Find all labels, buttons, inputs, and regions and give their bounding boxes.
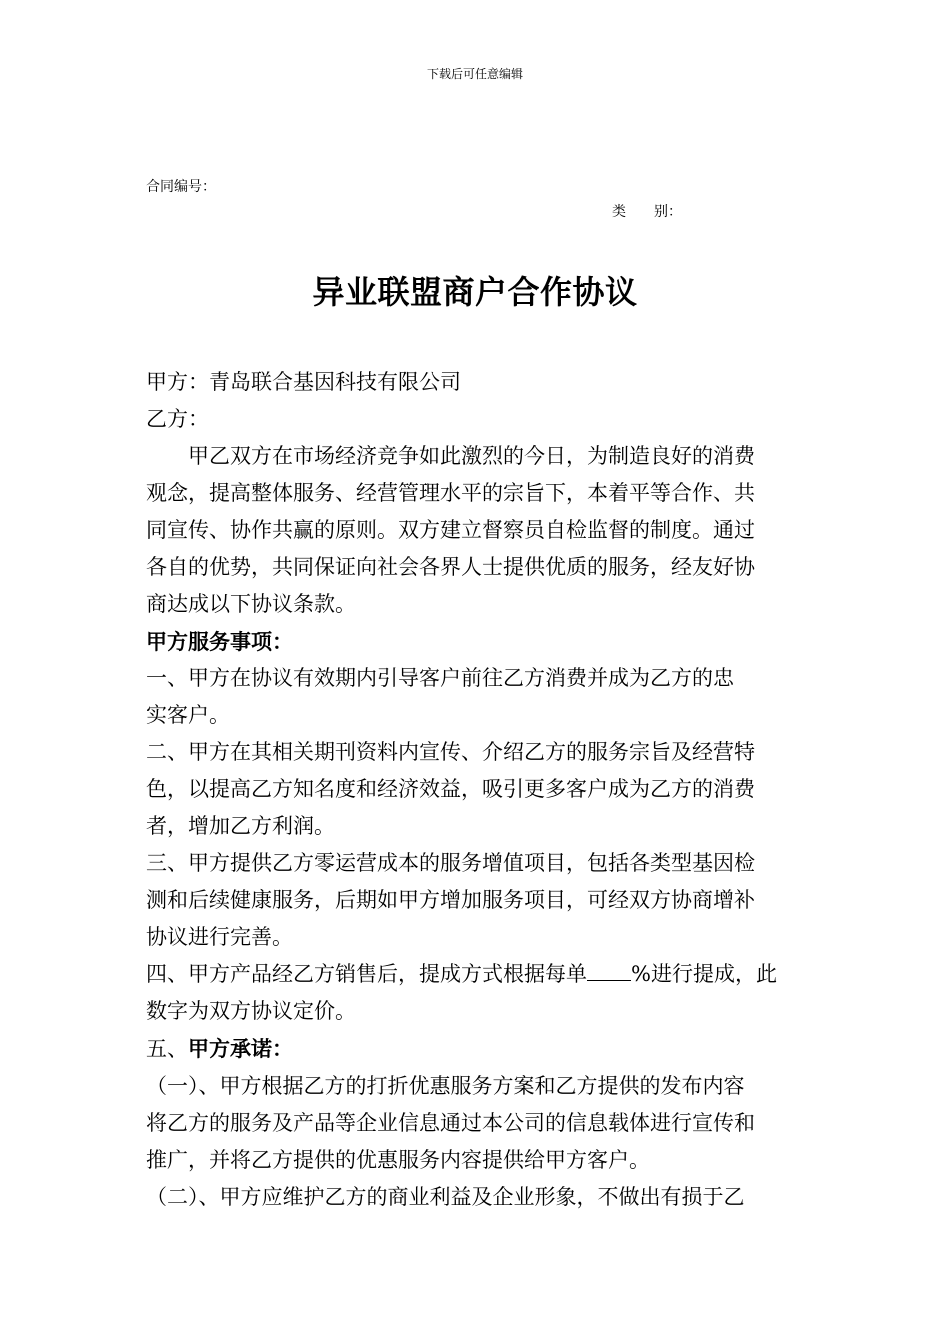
sub-item-1-line: 推广，并将乙方提供的优惠服务内容提供给甲方客户。	[146, 1148, 650, 1172]
item-4-suffix: %进行提成，此	[631, 962, 777, 986]
item-4-line: 数字为双方协议定价。	[146, 999, 356, 1023]
document-body	[146, 364, 811, 1216]
party-b: 乙方：	[146, 407, 209, 431]
item-3-line: 测和后续健康服务，后期如甲方增加服务项目，可经双方协商增补	[146, 888, 755, 912]
intro-line: 甲乙双方在市场经济竞争如此激烈的今日，为制造良好的消费	[188, 444, 755, 468]
item-1-line: 一、甲方在协议有效期内引导客户前往乙方消费并成为乙方的忠	[146, 666, 734, 690]
category-label: 类 别：	[612, 204, 682, 220]
contract-number-label: 合同编号：	[146, 179, 216, 195]
section-a-heading: 甲方服务事项：	[146, 629, 293, 654]
item-5-line	[146, 1030, 811, 1068]
item-3-line: 协议进行完善。	[146, 925, 293, 949]
percentage-blank	[587, 964, 631, 981]
sub-item-1-line: （一）、甲方根据乙方的打折优惠服务方案和乙方提供的发布内容	[146, 1074, 745, 1098]
item-2-line: 者，增加乙方利润。	[146, 814, 335, 838]
item-2-line: 二、甲方在其相关期刊资料内宣传、介绍乙方的服务宗旨及经营特	[146, 740, 755, 764]
intro-line: 观念，提高整体服务、经营管理水平的宗旨下，本着平等合作、共	[146, 481, 755, 505]
intro-line: 商达成以下协议条款。	[146, 592, 356, 616]
item-1-line: 实客户。	[146, 703, 230, 727]
item-4-line	[146, 956, 811, 993]
intro-line: 各自的优势，共同保证向社会各界人士提供优质的服务，经友好协	[146, 555, 755, 579]
header-note: 下载后可任意编辑	[426, 67, 523, 81]
sub-item-2-line: （二）、甲方应维护乙方的商业利益及企业形象，不做出有损于乙	[146, 1185, 745, 1209]
item-5-heading: 甲方承诺：	[188, 1036, 293, 1061]
item-5-prefix: 五、	[146, 1037, 188, 1061]
item-3-line: 三、甲方提供乙方零运营成本的服务增值项目，包括各类型基因检	[146, 851, 755, 875]
sub-item-1-line: 将乙方的服务及产品等企业信息通过本公司的信息载体进行宣传和	[146, 1111, 755, 1135]
item-4-prefix: 四、甲方产品经乙方销售后，提成方式根据每单	[146, 962, 587, 986]
party-a: 甲方：青岛联合基因科技有限公司	[146, 370, 461, 394]
intro-line: 同宣传、协作共赢的原则。双方建立督察员自检监督的制度。通过	[146, 518, 755, 542]
document-title: 异业联盟商户合作协议	[312, 273, 638, 311]
item-2-line: 色，以提高乙方知名度和经济效益，吸引更多客户成为乙方的消费	[146, 777, 755, 801]
